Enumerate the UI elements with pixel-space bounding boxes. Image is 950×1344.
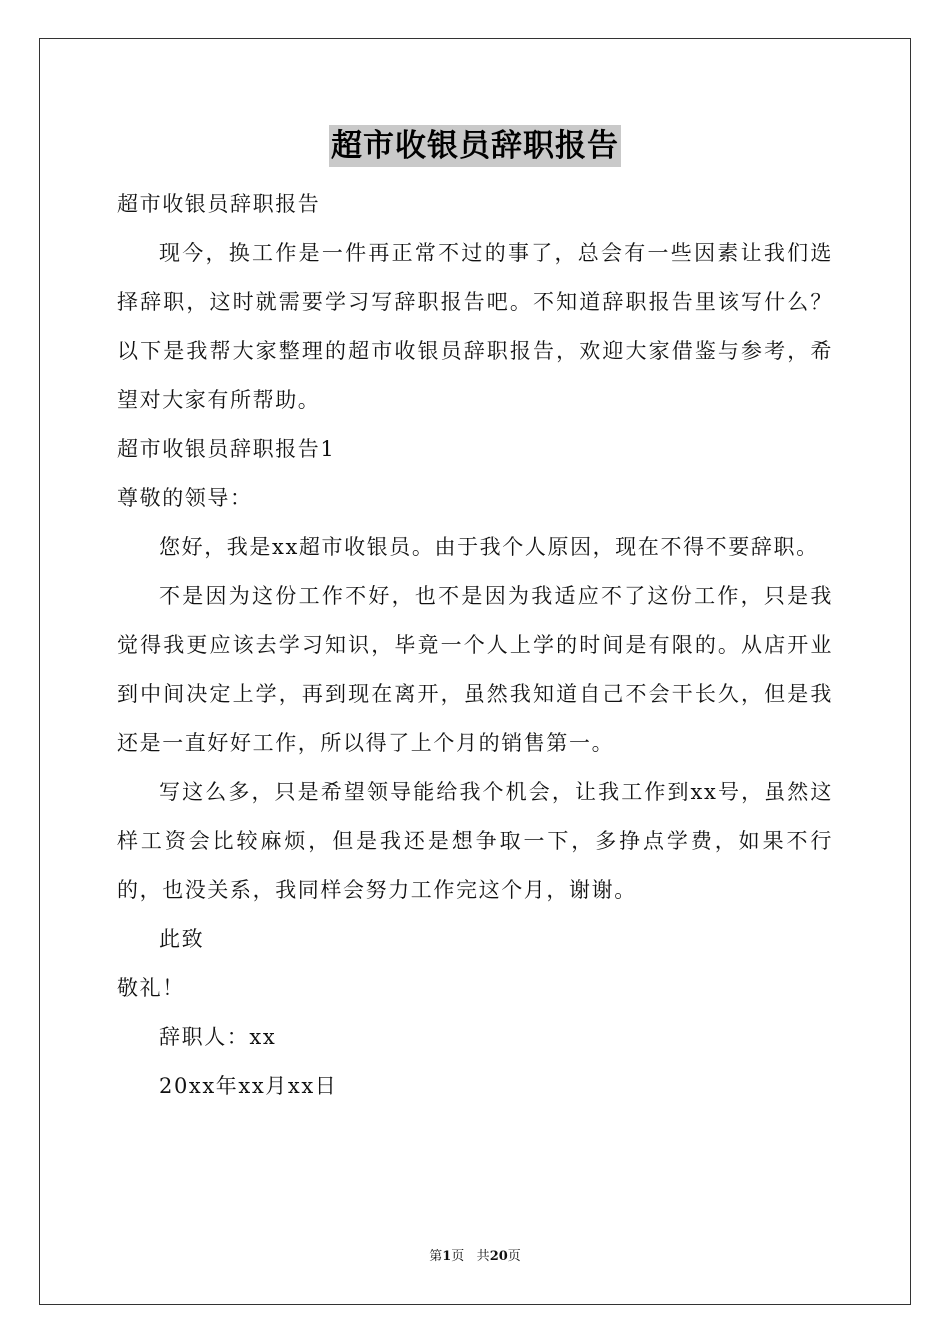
page-footer — [0, 1245, 950, 1264]
title-area — [0, 125, 950, 167]
body-paragraph: 您好，我是xx超市收银员。由于我个人原因，现在不得不要辞职。 — [159, 535, 819, 559]
intro-paragraph: 现今，换工作是一件再正常不过的事了，总会有一些因素让我们选择辞职，这时就需要学习写辞职报告吧。不知道辞职报告里该写什么？以下是我帮大家整理的超市收银员辞职报告，欢迎大家借鉴与参考，希望对大家有所帮助。 — [117, 241, 833, 412]
total-prefix: 共 — [476, 1249, 490, 1264]
page-number: 1 — [442, 1249, 452, 1264]
section-heading: 超市收银员辞职报告1 — [117, 437, 336, 461]
page-suffix: 页 — [451, 1249, 465, 1264]
total-suffix: 页 — [507, 1249, 521, 1264]
date-line: 20xx年xx月xx日 — [159, 1074, 338, 1098]
body-paragraph: 不是因为这份工作不好，也不是因为我适应不了这份工作，只是我觉得我更应该去学习知识，毕竟一个人上学的时间是有限的。从店开业到中间决定上学，再到现在离开，虽然我知道自己不会干长久，但是我还是一直好好工作，所以得了上个月的销售第一。 — [117, 584, 833, 755]
signature-line: 辞职人：xx — [159, 1025, 277, 1049]
regards-line: 敬礼！ — [117, 976, 185, 1000]
salutation: 尊敬的领导： — [117, 486, 253, 510]
document-subtitle: 超市收银员辞职报告 — [117, 192, 321, 216]
total-pages: 20 — [489, 1249, 508, 1264]
body-paragraph: 写这么多，只是希望领导能给我个机会，让我工作到xx号，虽然这样工资会比较麻烦，但是我还是想争取一下，多挣点学费，如果不行的，也没关系，我同样会努力工作完这个月，谢谢。 — [117, 780, 833, 902]
page-prefix: 第 — [429, 1249, 443, 1264]
closing-line: 此致 — [159, 927, 205, 951]
document-title: 超市收银员辞职报告 — [329, 125, 621, 167]
document-body — [117, 180, 833, 1111]
